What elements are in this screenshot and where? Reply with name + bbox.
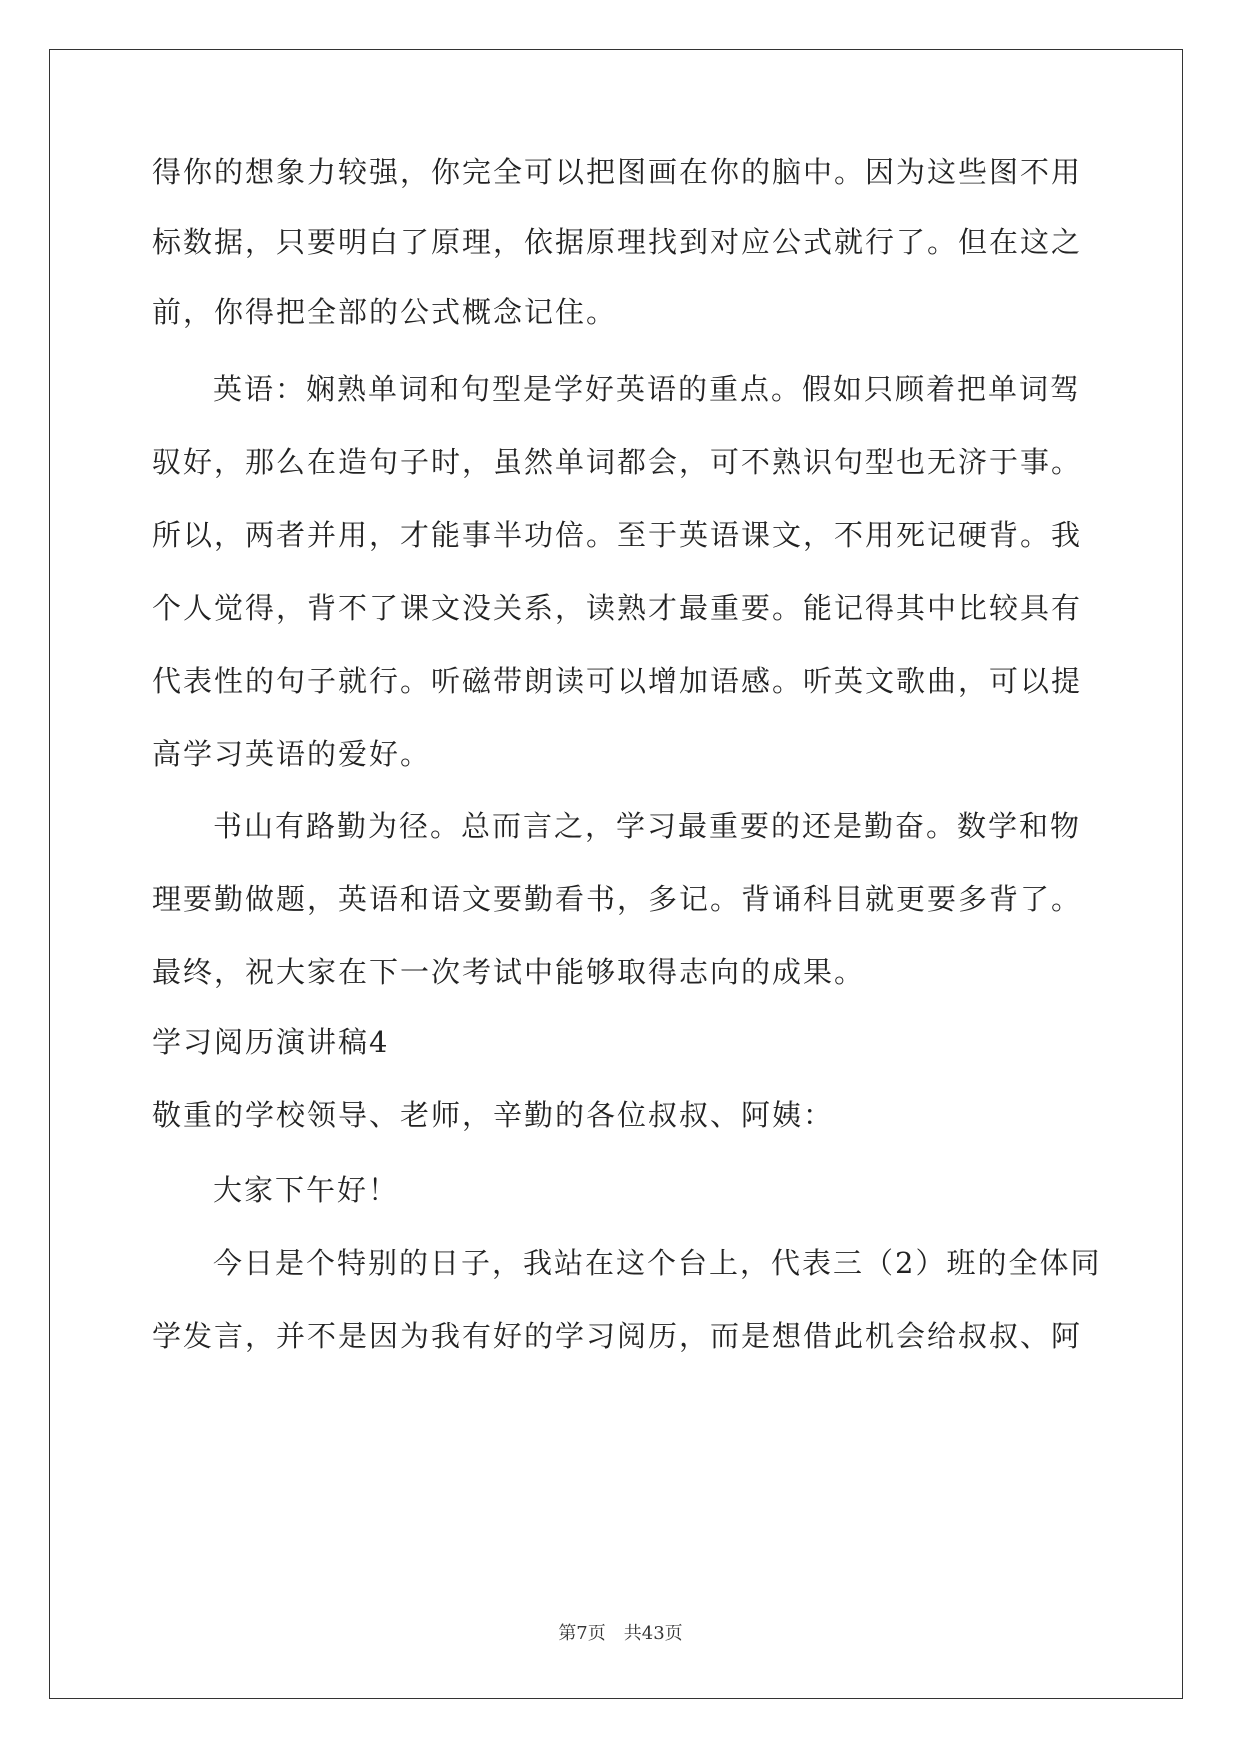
page-number: 第7页 — [558, 1623, 606, 1644]
body-text-line: 标数据，只要明白了原理，依据原理找到对应公式就行了。但在这之 — [152, 225, 1083, 259]
body-text-line: 理要勤做题，英语和语文要勤看书，多记。背诵科目就更要多背了。 — [152, 882, 1083, 916]
body-text-line: 所以，两者并用，才能事半功倍。至于英语课文，不用死记硬背。我 — [152, 518, 1083, 552]
paragraph-start-english: 英语：娴熟单词和句型是学好英语的重点。假如只顾着把单词驾 — [213, 372, 1082, 406]
section-heading: 学习阅历演讲稿4 — [152, 1025, 390, 1059]
paragraph-start-speech: 今日是个特别的日子，我站在这个台上，代表三（2）班的全体同 — [213, 1246, 1102, 1280]
greeting: 大家下午好！ — [213, 1173, 400, 1207]
body-text-line: 个人觉得，背不了课文没关系，读熟才最重要。能记得其中比较具有 — [152, 591, 1083, 625]
body-text-line: 高学习英语的爱好。 — [152, 737, 432, 771]
salutation: 敬重的学校领导、老师，辛勤的各位叔叔、阿姨： — [152, 1098, 835, 1132]
body-text-line: 代表性的句子就行。听磁带朗读可以增加语感。听英文歌曲，可以提 — [152, 664, 1083, 698]
page-footer — [0, 1622, 1241, 1646]
body-text-line: 驭好，那么在造句子时，虽然单词都会，可不熟识句型也无济于事。 — [152, 445, 1083, 479]
body-text-line: 得你的想象力较强，你完全可以把图画在你的脑中。因为这些图不用 — [152, 155, 1083, 189]
body-text-line: 前，你得把全部的公式概念记住。 — [152, 295, 618, 329]
paragraph-start-conclusion: 书山有路勤为径。总而言之，学习最重要的还是勤奋。数学和物 — [213, 809, 1082, 843]
page-total: 共43页 — [623, 1623, 683, 1644]
body-text-line: 最终，祝大家在下一次考试中能够取得志向的成果。 — [152, 955, 866, 989]
body-text-line: 学发言，并不是因为我有好的学习阅历，而是想借此机会给叔叔、阿 — [152, 1319, 1083, 1353]
